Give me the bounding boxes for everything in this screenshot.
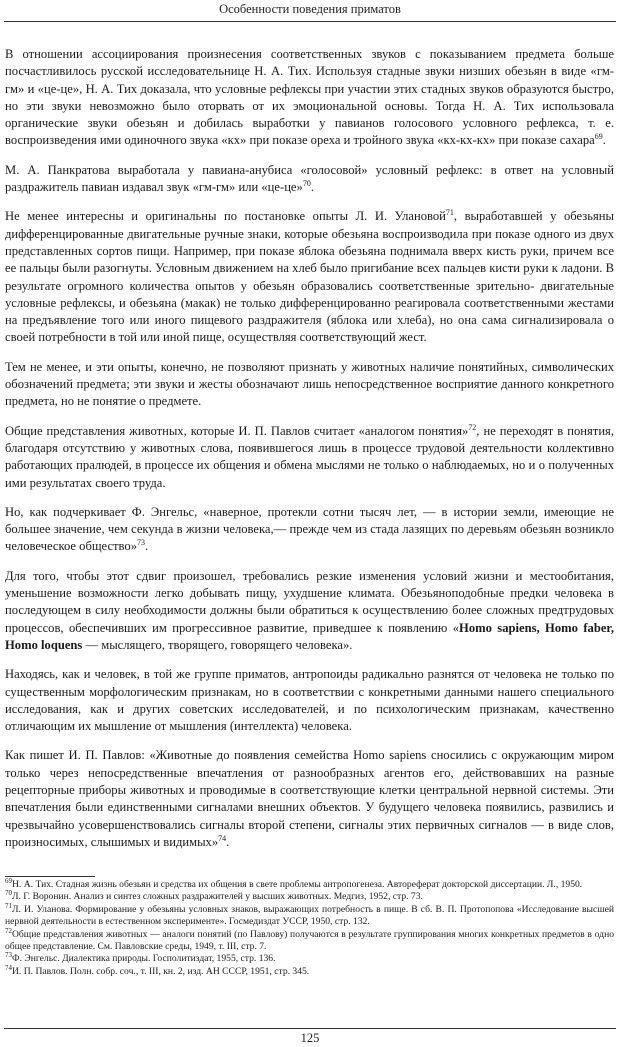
footnote-ref-69: 69 xyxy=(594,132,603,142)
paragraph-6-text-b: . xyxy=(145,539,149,554)
footnote-72 xyxy=(5,926,614,954)
footer-rule xyxy=(4,1028,616,1029)
footnote-text: Л. И. Уланова. Формирование у обезьяны условных знаков, выражающих потребность в пище. В сб. В. П. Протопопова «Исследование высшей нервной деятельности в естественном эксперименте». Госмедиздат УССР, 1950, стр. 132. xyxy=(5,903,614,928)
footnotes xyxy=(5,876,614,978)
paragraph-3-text-a: Не менее интересны и оригинальны по постановке опыты Л. И. Улановой xyxy=(5,209,446,224)
body-text xyxy=(5,46,614,863)
paragraph-4 xyxy=(5,359,614,411)
footnote-number: 72 xyxy=(5,926,12,935)
footnote-number: 70 xyxy=(5,889,12,898)
footnote-number: 69 xyxy=(5,876,12,885)
paragraph-9 xyxy=(5,747,614,851)
footnote-text: И. П. Павлов. Полн. собр. соч., т. III, кн. 2, изд. АН СССР, 1951, стр. 345. xyxy=(12,965,310,977)
footnote-ref-74: 74 xyxy=(218,833,227,843)
footnote-74 xyxy=(5,963,614,978)
paragraph-7-text-a: Для того, чтобы этот сдвиг произошел, требовались резкие изменения условий жизни и местообитания, уменьшение возможности легко добывать пищу, ухудшение климата. Обезьяноподобные предки человека в последующем в силу необходимости должны были обратиться к осуществлению более сложных предтрудовых процессов, обеспечивших им прогрессивное развитие, приведшее к появлению « xyxy=(5,568,614,635)
footnote-number: 74 xyxy=(5,963,12,972)
footnote-text: Н. А. Тих. Стадная жизнь обезьян и средства их общения в свете проблемы антропогенеза. Автореферат докторской диссертации. Л., 1950. xyxy=(12,879,583,890)
paragraph-8 xyxy=(5,666,614,735)
paragraph-9-text-a: Как пишет И. П. Павлов: «Животные до появления семейства Homo sapiens сносились с окружающим миром только через непосредственные впечатления от разнообразных агентов его, действовавших на разные рецепторные приборы животных и проводимые в соответствующие клетки центральной нервной системы. Эти впечатления были единственными сигналами внешних объектов. У будущего человека появились, развились и чрезвычайно усовершенствовались сигналы второй степени, сигналы этих первичных сигналов — в виде слов, произносимых, слышимых и видимых» xyxy=(5,748,614,849)
header-rule xyxy=(4,21,616,22)
paragraph-7 xyxy=(5,568,614,654)
paragraph-7-bold-terms: Homo sapiens, Homo faber, Homo loquens xyxy=(5,620,614,652)
paragraph-2-text-b: . xyxy=(310,180,314,195)
header-title: Особенности поведения приматов xyxy=(219,2,401,16)
footnote-ref-70: 70 xyxy=(302,178,311,188)
paragraph-2-text-a: М. А. Панкратова выработала у павиана-анубиса «голосовой» условный рефлекс: в ответ на условный раздражитель павиан издавал звук «гм-гм» или «це-це» xyxy=(5,162,614,195)
footnote-ref-73: 73 xyxy=(137,538,146,548)
page-number: 125 xyxy=(300,1031,320,1045)
paragraph-9-text-b: . xyxy=(226,834,230,849)
paragraph-5-text-a: Общие представления животных, которые И. П. Павлов считает «аналогом понятия» xyxy=(5,423,469,438)
footnote-text: Ф. Энгельс. Диалектика природы. Госполитиздат, 1955, стр. 136. xyxy=(12,953,276,965)
paragraph-3 xyxy=(5,208,614,346)
paragraph-1-text-a: В отношении ассоциирования произнесения соответственных звуков с показыванием предмета больше посчастливилось русской исследовательнице Н. А. Тих. Используя стадные звуки низших обезьян в виде «гм-гм» и «це-це», Н. А. Тих доказала, что условные рефлексы при участии этих стадных звуков образуются быстро, но эти звуки невозможно было оторвать от их эмоциональной основы. Тогда Н. А. Тих использовала органические звуки обезьян и добилась выработки у павианов голосового условного рефлекса, т. е. воспроизведения ими одиночного звука «кх» при показе ореха и тройного звука «кх-кх-кх» при показе сахара xyxy=(5,47,614,148)
paragraph-1 xyxy=(5,46,614,150)
footnote-73 xyxy=(5,953,614,965)
paragraph-1-text-b: . xyxy=(602,133,606,148)
paragraph-3-text-b: , выработавшей у обезьяны дифференцированные двигательные ручные знаки, которые обезьяна воспроизводила при показе одного из двух представленных сортов пищи. Например, при показе яблока обезьяна поднимала вверх кисть руки, причем все ее пальцы были разогнуты. Условным движением на хлеб было пригибание всех пальцев кисти руки к ладони. В результате огромного количества опытов у обезьян образовались соответственные зрительно- двигательные условные рефлексы, и обезьяна (макак) не только дифференцированно реагировала соответственными жестами на предъявление того или иного пищевого раздражителя (яблока или хлеба), но она сама сигнализировала о своей потребности в той или иной пище, осуществляя соответствующий жест. xyxy=(5,209,614,345)
paragraph-6-text-a: Но, как подчеркивает Ф. Энгельс, «наверное, протекли сотни тысяч лет, — в истории земли, имеющие не большее значение, чем секунда в жизни человека,— прежде чем из стада лазящих по деревьям обезьян возникло человеческое общество» xyxy=(5,504,614,554)
paragraph-7-text-b: — мыслящего, творящего, говорящего человека». xyxy=(82,637,353,652)
paragraph-4-text: Тем не менее, и эти опыты, конечно, не позволяют признать у животных наличие понятийных, символических обозначений предмета; эти звуки и жесты обозначают лишь непосредственное восприятие данного конкретного предмета, но не понятие о предмете. xyxy=(5,359,614,409)
paragraph-8-text: Находясь, как и человек, в той же группе приматов, антропоиды радикально разнятся от человека не только по существенным морфологическим признакам, но в соответствии с конкретными данными нашего специального исследования, как и других советских исследователей, и по психологическим признакам, качественно отличающим их мышление от мышления (интеллекта) человека. xyxy=(5,667,614,734)
footnote-69 xyxy=(5,876,614,891)
footnote-number: 71 xyxy=(5,901,12,910)
footnote-separator xyxy=(5,876,95,877)
paragraph-5 xyxy=(5,423,614,492)
footnote-number: 73 xyxy=(5,951,12,960)
footnote-ref-71: 71 xyxy=(445,208,454,218)
paragraph-6 xyxy=(5,504,614,556)
paragraph-2 xyxy=(5,162,614,197)
running-header xyxy=(0,0,620,22)
footnote-70 xyxy=(5,891,614,903)
footnote-71 xyxy=(5,901,614,929)
paragraph-5-text-b: , не переходят в понятия, благодаря отсутствию у животных слова, появившегося лишь в процессе трудовой деятельности коллективно работающих пралюдей, в процессе их общения и обмена мыслями не только о наблюдаемых, но и о полученных ими результатах своего труда. xyxy=(5,423,614,490)
footnote-text: Общие представления животных — аналоги понятий (по Павлову) получаются в результате группирования многих конкретных предметов в одно общее представление. См. Павловские среды, 1949, т. III, стр. 7. xyxy=(5,928,614,953)
footnote-ref-72: 72 xyxy=(468,422,477,432)
footnote-text: Л. Г. Воронин. Анализ и синтез сложных раздражителей у высших животных. Медгиз, 1952, стр. 73. xyxy=(12,891,423,903)
